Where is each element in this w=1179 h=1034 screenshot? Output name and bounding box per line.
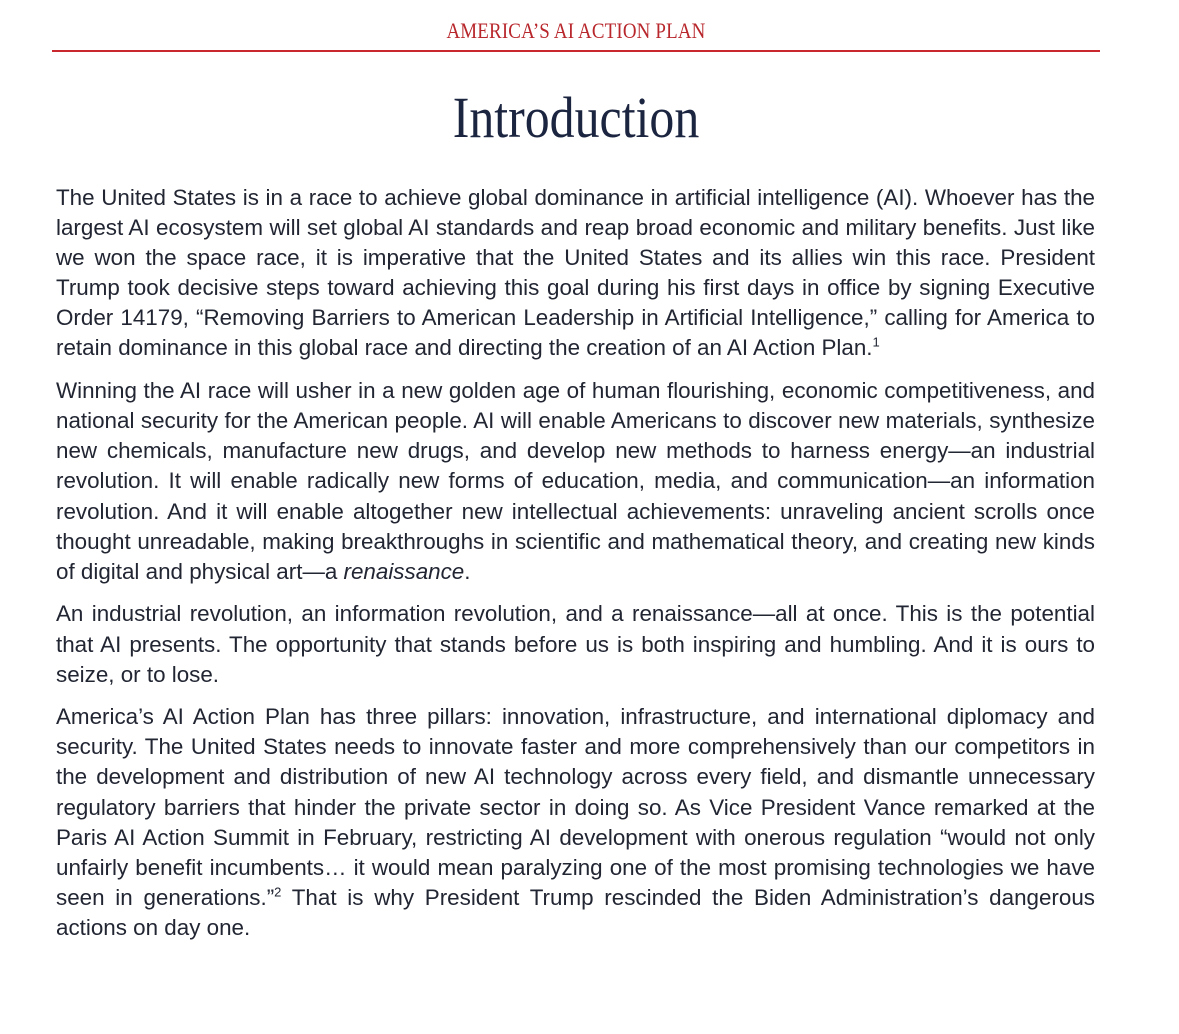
footnote-ref-2: 2 bbox=[274, 884, 282, 900]
header-divider bbox=[52, 50, 1100, 52]
paragraph-1-text: The United States is in a race to achieve global dominance in artificial intelligence (AI). Whoever has the largest AI ecosystem will set global AI standards and reap broad economic and military benefits. Just like we won the space race, it is imperative that the United States and its allies win this race. President Trump took decisive steps toward achieving this goal during his first days in office by signing Executive Order 14179, “Removing Barriers to American Leadership in Artificial Intelligence,” calling for America to retain dominance in this global race and directing the creation of an AI Action Plan. bbox=[56, 185, 1095, 361]
body-text bbox=[56, 183, 1095, 956]
running-header: AMERICA’S AI ACTION PLAN bbox=[446, 18, 706, 43]
emphasis-renaissance: renaissance bbox=[343, 558, 465, 584]
paragraph-1 bbox=[56, 183, 1095, 364]
paragraph-2-end: . bbox=[464, 558, 471, 584]
section-title: Introduction bbox=[452, 85, 700, 150]
paragraph-2 bbox=[56, 376, 1095, 587]
paragraph-3-text: An industrial revolution, an information revolution, and a renaissance—all at once. This is the potential that AI presents. The opportunity that stands before us is both inspiring and humbling. And it is ours to seize, or to lose. bbox=[56, 601, 1095, 687]
paragraph-2-text: Winning the AI race will usher in a new golden age of human flourishing, economic competitiveness, and national security for the American people. AI will enable Americans to discover new materials, synthesize new chemicals, manufacture new drugs, and develop new methods to harness energy—an industrial revolution. It will enable radically new forms of education, media, and communication—an information revolution. And it will enable altogether new intellectual achievements: unraveling ancient scrolls once thought unreadable, making breakthroughs in scientific and mathematical theory, and creating new kinds of digital and physical art—a bbox=[56, 378, 1095, 584]
paragraph-4-text: America’s AI Action Plan has three pillars: innovation, infrastructure, and international diplomacy and security. The United States needs to innovate faster and more comprehensively than our competitors in the development and distribution of new AI technology across every field, and dismantle unnecessary regulatory barriers that hinder the private sector in doing so. As Vice President Vance remarked at the Paris AI Action Summit in February, restricting AI development with onerous regulation “would not only unfairly benefit incumbents… it would mean paralyzing one of the most promising technologies we have seen in generations.” bbox=[56, 704, 1095, 910]
paragraph-3 bbox=[56, 599, 1095, 689]
paragraph-4 bbox=[56, 702, 1095, 943]
footnote-ref-1: 1 bbox=[872, 335, 880, 350]
paragraph-4-after: That is why President Trump rescinded the Biden Administration’s dangerous actions on day one. bbox=[56, 884, 1095, 940]
